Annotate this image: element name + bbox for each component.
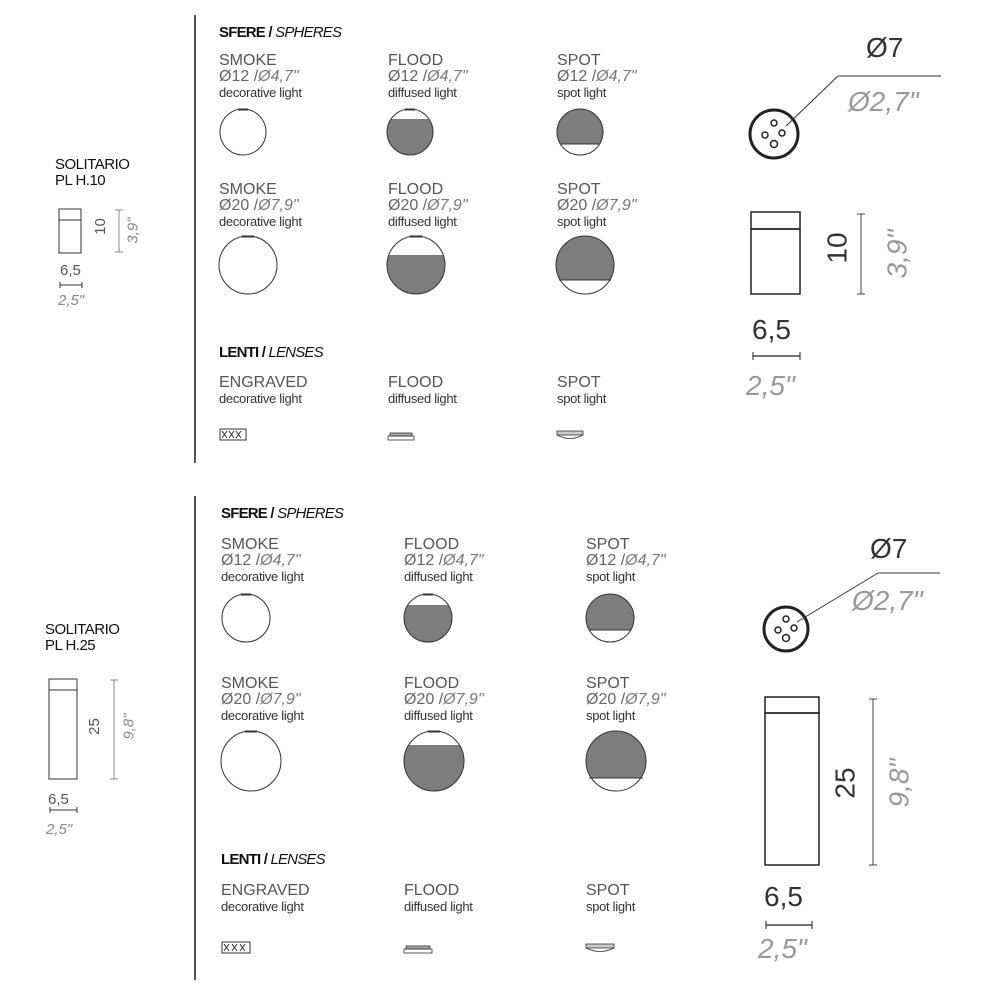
base-diameter-in: Ø2,7" (848, 86, 919, 117)
vertical-divider (194, 15, 196, 463)
engraved-lens-icon (219, 428, 249, 442)
spot-sphere-large-icon (585, 730, 649, 794)
small-width-in: 2,5" (46, 821, 73, 838)
lens-option-flood[interactable]: FLOOD diffused light (404, 882, 473, 914)
sphere-option-spot-20[interactable]: SPOT Ø20 /Ø7,9" spot light (557, 181, 637, 229)
flood-sphere-small-icon (403, 593, 455, 645)
sphere-option-flood-20[interactable]: FLOOD Ø20 /Ø7,9" diffused light (388, 181, 468, 229)
panel-solitario-h25 (0, 493, 1000, 993)
smoke-sphere-large-icon (220, 730, 284, 794)
lens-option-engraved[interactable]: ENGRAVED decorative light (219, 374, 308, 406)
large-width-in: 2,5" (746, 370, 795, 401)
sphere-option-flood-12[interactable]: FLOOD Ø12 /Ø4,7" diffused light (404, 536, 484, 584)
flood-lens-icon (387, 432, 417, 442)
sphere-option-smoke-20[interactable]: SMOKE Ø20 /Ø7,9" decorative light (219, 181, 302, 229)
sphere-option-smoke-12[interactable]: SMOKE Ø12 /Ø4,7" decorative light (221, 536, 304, 584)
spheres-heading: SFERE / SPHERES (219, 24, 342, 41)
fixture-top-view-icon (762, 571, 952, 671)
flood-sphere-small-icon (386, 108, 436, 158)
base-diameter-in: Ø2,7" (852, 585, 923, 616)
small-height-in: 9,8" (120, 713, 138, 740)
spot-lens-icon (585, 943, 617, 955)
smoke-sphere-small-icon (221, 593, 273, 645)
base-diameter-cm: Ø7 (870, 533, 908, 564)
lens-option-engraved[interactable]: ENGRAVED decorative light (221, 882, 310, 914)
spheres-heading: SFERE / SPHERES (221, 505, 344, 522)
lens-option-flood[interactable]: FLOOD diffused light (388, 374, 457, 406)
model-title: SOLITARIO PL H.10 (55, 156, 130, 189)
flood-lens-icon (403, 945, 435, 955)
large-height-cm: 10 (822, 232, 853, 264)
large-width-in: 2,5" (758, 933, 807, 964)
small-height-cm: 25 (85, 718, 103, 735)
large-height-in: 3,9" (881, 229, 912, 279)
base-diameter-cm: Ø7 (866, 32, 904, 63)
vertical-divider (194, 496, 196, 980)
fixture-top-view-icon (748, 74, 948, 174)
smoke-sphere-small-icon (219, 108, 269, 158)
lenses-heading: LENTI / LENSES (219, 344, 323, 361)
sphere-option-flood-12[interactable]: FLOOD Ø12 /Ø4,7" diffused light (388, 52, 468, 100)
spot-sphere-small-icon (585, 593, 637, 645)
small-height-cm: 10 (91, 218, 109, 235)
small-width-cm: 6,5 (48, 791, 69, 808)
sphere-option-spot-20[interactable]: SPOT Ø20 /Ø7,9" spot light (586, 675, 666, 723)
sphere-option-smoke-12[interactable]: SMOKE Ø12 /Ø4,7" decorative light (219, 52, 302, 100)
lens-option-spot[interactable]: SPOT spot light (586, 882, 636, 914)
lenses-heading: LENTI / LENSES (221, 851, 325, 868)
sphere-option-spot-12[interactable]: SPOT Ø12 /Ø4,7" spot light (586, 536, 666, 584)
flood-sphere-large-icon (403, 730, 467, 794)
spot-sphere-large-icon (555, 235, 617, 297)
sphere-option-smoke-20[interactable]: SMOKE Ø20 /Ø7,9" decorative light (221, 675, 304, 723)
small-height-in: 3,9" (124, 217, 142, 244)
lens-option-spot[interactable]: SPOT spot light (557, 374, 607, 406)
sphere-option-flood-20[interactable]: FLOOD Ø20 /Ø7,9" diffused light (404, 675, 484, 723)
large-width-cm: 6,5 (764, 881, 803, 912)
spot-sphere-small-icon (556, 108, 606, 158)
engraved-lens-icon (221, 941, 253, 955)
model-title: SOLITARIO PL H.25 (45, 621, 120, 654)
large-height-cm: 25 (830, 767, 861, 799)
large-height-in: 9,8" (883, 758, 914, 808)
small-width-cm: 6,5 (60, 262, 81, 279)
large-width-cm: 6,5 (752, 314, 791, 345)
small-width-in: 2,5" (58, 292, 85, 309)
flood-sphere-large-icon (386, 235, 448, 297)
spot-lens-icon (556, 430, 586, 442)
smoke-sphere-large-icon (218, 235, 280, 297)
sphere-option-spot-12[interactable]: SPOT Ø12 /Ø4,7" spot light (557, 52, 637, 100)
